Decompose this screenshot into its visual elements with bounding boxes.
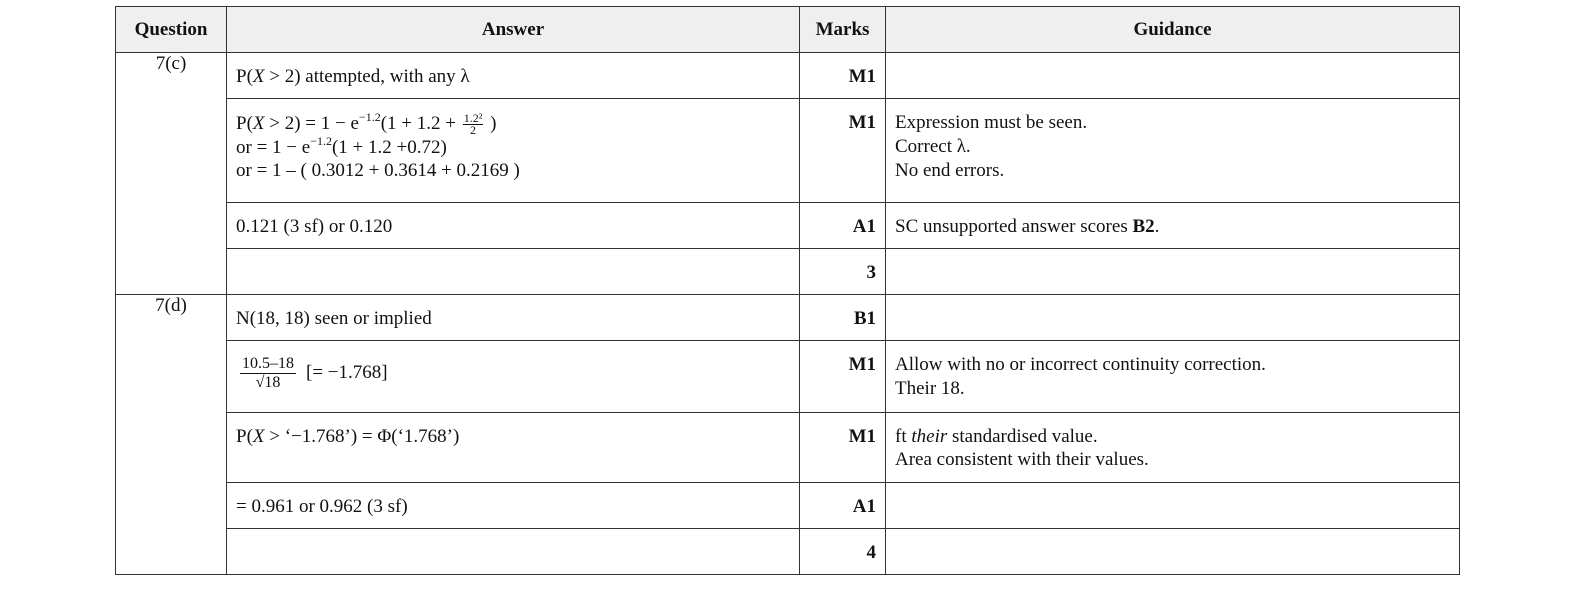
answer-line-3: or = 1 – ( 0.3012 + 0.3614 + 0.2169 ) <box>236 160 520 182</box>
header-marks: Marks <box>800 7 886 53</box>
guidance-cell <box>886 295 1460 341</box>
table-row <box>116 483 1460 529</box>
question-label-7d: 7(d) <box>116 295 227 575</box>
answer-cell <box>227 341 800 413</box>
guidance-line: Correct λ. <box>895 136 971 157</box>
mark-cell <box>800 99 886 203</box>
guidance-cell <box>886 99 1460 203</box>
answer-text: 0.121 (3 sf) or 0.120 <box>236 216 393 237</box>
total-marks: 3 <box>866 262 876 283</box>
mark-value: M1 <box>848 66 876 87</box>
header-question: Question <box>116 7 227 53</box>
table-row <box>116 53 1460 99</box>
answer-cell <box>227 203 800 249</box>
header-row <box>116 7 1460 53</box>
variable-x: X <box>252 426 265 447</box>
guidance-cell <box>886 413 1460 483</box>
answer-cell <box>227 295 800 341</box>
table-row <box>116 203 1460 249</box>
table-row <box>116 529 1460 575</box>
table-row <box>116 249 1460 295</box>
answer-text: > 2) attempted, with any λ <box>264 66 470 87</box>
guidance-cell <box>886 529 1460 575</box>
variable-x: X <box>252 66 265 87</box>
mark-cell <box>800 53 886 99</box>
guidance-line: ft their standardised value. <box>895 426 1098 447</box>
guidance-text: SC unsupported answer scores <box>895 216 1133 237</box>
answer-text: P( <box>236 66 253 87</box>
standardisation-fraction: $\frac{10.5-18}{√18}$ <box>242 355 294 391</box>
guidance-line: Area consistent with their values. <box>895 449 1149 470</box>
mark-cell <box>800 203 886 249</box>
guidance-cell <box>886 249 1460 295</box>
answer-text: > ‘−1.768’) = Φ(‘1.768’) <box>264 426 460 447</box>
guidance-cell <box>886 53 1460 99</box>
mark-scheme-table <box>115 6 1460 575</box>
answer-cell <box>227 99 800 203</box>
answer-text: N(18, 18) seen or implied <box>236 308 432 329</box>
mark-cell <box>800 413 886 483</box>
mark-cell <box>800 295 886 341</box>
fraction: $\frac{\text{1.2²}}{2}$ <box>463 111 483 138</box>
mark-cell <box>800 483 886 529</box>
guidance-line: No end errors. <box>895 160 1005 181</box>
header-answer: Answer <box>227 7 800 53</box>
guidance-cell <box>886 341 1460 413</box>
guidance-line: Expression must be seen. <box>895 112 1088 133</box>
mark-value: M1 <box>848 426 876 447</box>
answer-cell <box>227 413 800 483</box>
answer-cell <box>227 529 800 575</box>
guidance-bold: B2 <box>1132 216 1155 237</box>
answer-text: = 0.961 or 0.962 (3 sf) <box>236 496 408 517</box>
question-label-7c: 7(c) <box>116 53 227 295</box>
mark-value: B1 <box>853 308 876 329</box>
mark-cell <box>800 249 886 295</box>
answer-cell <box>227 249 800 295</box>
guidance-cell <box>886 483 1460 529</box>
answer-text: [= −1.768] <box>306 361 388 383</box>
mark-cell <box>800 341 886 413</box>
mark-cell <box>800 529 886 575</box>
mark-value: A1 <box>852 216 876 237</box>
total-marks: 4 <box>866 542 876 563</box>
answer-cell <box>227 53 800 99</box>
mark-value: M1 <box>848 354 876 375</box>
guidance-text: . <box>1154 216 1160 237</box>
table-row <box>116 99 1460 203</box>
guidance-line: Allow with no or incorrect continuity correction. <box>895 354 1266 375</box>
answer-line-1: $P(X > 2) = 1 - e^{-1.2}(1 + 1.2$ + $\frac{\text{1.2²}}{2}$ ) <box>236 110 497 138</box>
guidance-line: Their 18. <box>895 378 965 399</box>
header-guidance: Guidance <box>886 7 1460 53</box>
answer-text: P( <box>236 426 253 447</box>
table-row <box>116 341 1460 413</box>
guidance-cell <box>886 203 1460 249</box>
answer-cell <box>227 483 800 529</box>
mark-value: A1 <box>852 496 876 517</box>
answer-line-2: or = $1 - e^{-1.2}(1 + 1.2 +0.72)$ <box>236 134 447 159</box>
mark-value: M1 <box>848 112 876 133</box>
table-row <box>116 295 1460 341</box>
table-row <box>116 413 1460 483</box>
